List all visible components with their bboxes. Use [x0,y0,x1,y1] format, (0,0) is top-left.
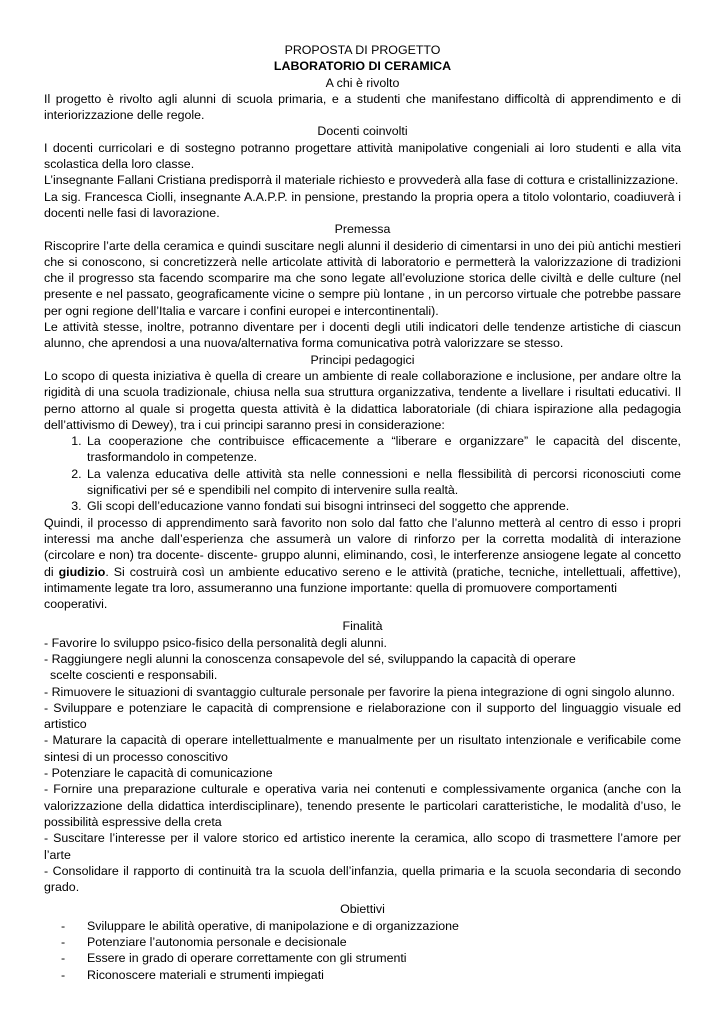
doc-title: LABORATORIO DI CERAMICA [273,59,452,74]
paragraph-principi-2 [44,515,681,596]
finalita-line: - Suscitare l’interesse per il valore storico ed artistico inerente la ceramica, allo scopo di trasmettere l’amore per l’arte [44,831,681,862]
paragraph-principi-2-end: cooperativi. [44,597,108,612]
finalita-line: - Fornire una preparazione culturale e operativa varia nei contenuti e complessivamente organica (anche con la valorizzazione della didattica interdisciplinare), tenendo presente le particolari caratteristiche, le modalità d’uso, le possibilità espressive della creta [44,782,681,829]
doc-heading-proposal: PROPOSTA DI PROGETTO [284,43,441,57]
text-run: . Si costruirà così un ambiente educativo sereno e le attività (pratiche, tecniche, intellettuali, affettive), intimamente legate tra loro, assumeranno una funzione importante: quella di promuovere comportamenti [44,564,681,595]
document-page [44,42,681,983]
finalita-line: - Sviluppare e potenziare le capacità di comprensione e rielaborazione con il supporto del linguaggio visuale ed artistico [44,700,681,732]
paragraph-docenti-1: I docenti curricolari e di sostegno potranno progettare attività manipolative congeniali ai loro studenti e alla vita scolastica della loro classe. [44,140,681,172]
section-title-principi: Principi pedagogici [310,352,415,367]
finalita-line: - Rimuovere le situazioni di svantaggio culturale personale per favorire la piena integrazione di ogni singolo alunno. [44,684,675,699]
finalita-line: - Consolidare il rapporto di continuità tra la scuola dell’infanzia, quella primaria e la scuola secondaria di secondo grado. [44,863,681,895]
list-item: - Sviluppare le abilità operative, di manipolazione e di organizzazione [44,918,681,934]
paragraph-docenti-3: La sig. Francesca Ciolli, insegnante A.A.P.P. in pensione, prestando la propria opera a titolo volontario, coadiuverà i docenti nelle fasi di lavorazione. [44,189,681,220]
bold-word: giudizio [58,564,106,579]
section-title-docenti: Docenti coinvolti [317,124,408,139]
list-item: 3. Gli scopi dell’educazione vanno fondati sui bisogni intrinseci del soggetto che apprende. [85,498,681,514]
finalita-line: scelte coscienti e responsabili. [50,668,218,683]
obiettivi-list [44,918,681,983]
finalita-line: - Potenziare le capacità di comunicazione [44,766,273,781]
list-item: - Riconoscere materiali e strumenti impiegati [44,967,681,983]
section-title-a-chi: A chi è rivolto [325,75,400,90]
section-title-premessa: Premessa [334,222,391,237]
list-item: - Essere in grado di operare correttamente con gli strumenti [44,950,681,966]
paragraph-docenti-2: L’insegnante Fallani Cristiana predisporrà il materiale richiesto e provvederà alla fase di cottura e cristallinizzazione. [44,173,679,188]
paragraph-premessa-2: Le attività stesse, inoltre, potranno diventare per i docenti degli utili indicatori delle tendenze artistiche di ciascun alunno, che aprendosi a una nuova/alternativa forma comunicativa potrà valorizzare se stesso. [44,320,681,351]
list-item: 2. La valenza educativa delle attività sta nelle connessioni e nella flessibilità di percorsi riconosciuti come significativi per sé e spendibili nel compito di intervenire sulla realtà. [85,466,681,499]
finalita-line: - Maturare la capacità di operare intellettualmente e manualmente per un risultato intenzionale e verificabile come sintesi di un processo conoscitivo [44,733,681,764]
paragraph-premessa-1: Riscoprire l’arte della ceramica e quindi suscitare negli alunni il desiderio di cimentarsi in uno dei più antichi mestieri che si conoscono, si concretizzerà nelle articolate attività di laboratorio e permetterà la valorizzazione di tradizioni che il progresso sta facendo scomparire ma che sono legate all’evoluzione storica delle civiltà e delle culture (nel presente e nel passato, geograficamente vicine o sempre più lontane , in un percorso virtuale che potrebbe passare per ogni regione dell’Italia e varcare i confini europei e intercontinentali). [44,238,681,318]
text-run: Quindi, il processo di apprendimento sarà favorito non solo dal fatto che l’alunno metterà al centro di esso i propri interessi ma anche dall’esperienza che assumerà un valore di rinforzo per la corretta modalità di interazione (circolare e non) tra docente- discente- gruppo alunni, eliminando, così, le interferenze ansiogene legate al concetto di [44,515,681,579]
finalita-line: - Raggiungere negli alunni la conoscenza consapevole del sé, sviluppando la capacità di operare [44,651,576,666]
finalita-line: - Favorire lo sviluppo psico-fisico della personalità degli alunni. [44,635,387,650]
list-item: 1. La cooperazione che contribuisce efficacemente a “liberare e organizzare” le capacità del discente, trasformandolo in competenze. [85,433,681,466]
paragraph-principi-1: Lo scopo di questa iniziativa è quella di creare un ambiente di reale collaborazione e inclusione, per andare oltre la rigidità di una scuola tradizionale, chiusa nella sua struttura organizzativa, tendente a livellare i risultati educativi. Il perno attorno al quale si progetta questa attività è la didattica laboratoriale (di chiara ispirazione alla pedagogia dell’attivismo di Dewey), tra i cui principi saranno presi in considerazione: [44,368,681,432]
list-item: - Potenziare l’autonomia personale e decisionale [44,934,681,950]
principi-list [44,433,681,514]
paragraph-a-chi: Il progetto è rivolto agli alunni di scuola primaria, e a studenti che manifestano difficoltà di apprendimento e di interiorizzazione delle regole. [44,91,681,123]
section-title-obiettivi: Obiettivi [340,902,385,917]
section-title-finalita: Finalità [342,619,383,634]
